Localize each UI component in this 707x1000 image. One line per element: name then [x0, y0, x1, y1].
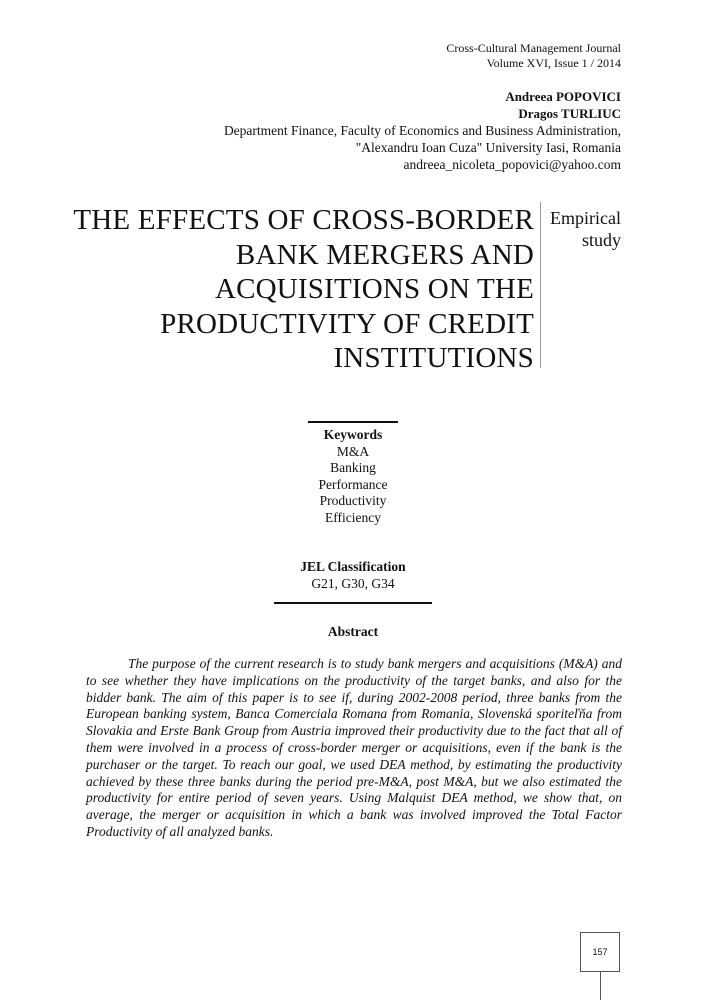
jel-bottom-rule: [274, 602, 432, 604]
title-line: BANK MERGERS AND: [235, 238, 534, 271]
affiliation-department: Department Finance, Faculty of Economics and Business Administration,: [223, 123, 621, 138]
jel-codes: G21, G30, G34: [311, 576, 395, 591]
keyword-item: Productivity: [319, 493, 387, 509]
author-name: Andreea POPOVICI: [505, 89, 621, 104]
keywords-heading: Keywords: [323, 427, 383, 442]
keyword-item: Performance: [318, 476, 388, 492]
title-line: INSTITUTIONS: [333, 342, 534, 374]
author-name: Dragos TURLIUC: [518, 106, 621, 121]
paper-title: [60, 203, 534, 376]
affiliation: [224, 122, 621, 173]
author-list: [505, 88, 621, 122]
keyword-item: M&A: [336, 443, 370, 459]
affiliation-university: "Alexandru Ioan Cuza" University Iasi, Romania: [355, 140, 621, 155]
keywords-section: [253, 427, 453, 527]
keywords-top-rule: [308, 421, 398, 423]
page-number-box: [580, 932, 620, 972]
title-line: ACQUISITIONS ON THE: [214, 273, 534, 305]
paper-type-line: Empirical: [550, 208, 621, 228]
abstract-body: The purpose of the current research is to study bank mergers and acquisitions (M&A) and to see whether they have implications on the productivity of the target banks, and also for the bidder bank. The aim of this paper is to see if, during 2002-2008 period, three banks from the European banking system, Banca Comerciala Romana from Romania, Slovenská sporiteľňa from Slovakia and Erste Bank Group from Austria improved their productivity due to the fact that all of them were involved in a process of cross-border merger or acquisitions, even if the bank is the purchaser or the target. To reach our goal, we used DEA method, by estimating the productivity achieved by these three banks during the period pre-M&A, post M&A, but we also estimated the productivity for entire period of seven years. Using Malquist DEA method, we show that, on average, the merger or acquisition in which a bank was involved improved the Total Factor Productivity of all analyzed banks.: [86, 656, 622, 839]
paper-type-line: study: [581, 230, 621, 250]
keyword-item: Banking: [330, 460, 376, 476]
title-line: PRODUCTIVITY OF CREDIT: [160, 307, 534, 340]
jel-heading: JEL Classification: [300, 559, 406, 574]
page-number-connector: [600, 972, 601, 1000]
author-email: andreea_nicoleta_popovici@yahoo.com: [403, 157, 621, 172]
journal-volume: Volume XVI, Issue 1 / 2014: [486, 56, 621, 70]
page-number: 157: [592, 947, 608, 957]
paper-type: [531, 207, 621, 251]
abstract-heading: Abstract: [327, 624, 379, 639]
keyword-item: Efficiency: [325, 509, 381, 525]
journal-header: [446, 41, 621, 71]
title-line: THE EFFECTS OF CROSS-BORDER: [73, 204, 534, 236]
journal-name: Cross-Cultural Management Journal: [446, 41, 621, 55]
jel-section: [253, 558, 453, 592]
